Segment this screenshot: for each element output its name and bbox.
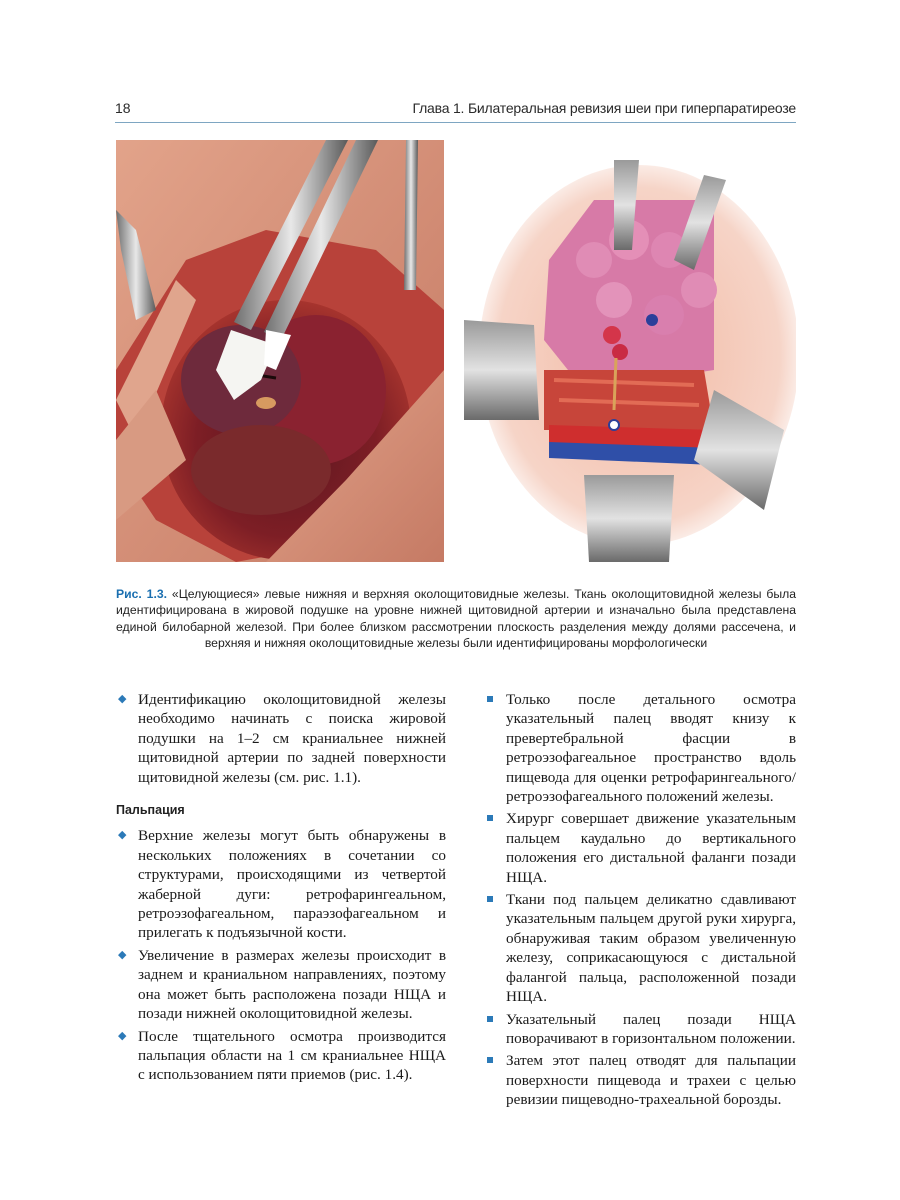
diamond-bullet-icon: ◆ bbox=[118, 829, 127, 842]
diamond-bullet-icon: ◆ bbox=[118, 1029, 127, 1042]
list-item: Указательный палец позади НЩА поворачивают в горизонтальном положении. bbox=[484, 1010, 796, 1049]
left-column bbox=[116, 690, 446, 1088]
square-bullet-icon bbox=[487, 696, 493, 702]
running-head: Глава 1. Билатеральная ревизия шеи при гиперпаратиреозе bbox=[412, 100, 796, 116]
list-item: Хирург совершает движение указательным пальцем каудально до вертикального положения его дистальной фаланги позади НЩА. bbox=[484, 809, 796, 887]
figure-caption-text: «Целующиеся» левые нижняя и верхняя околощитовидные железы. Ткань околощитовидной железы была идентифицирована в жировой подушке на уровне нижней щитовидной артерии и изначально была представлена единой билобарной железой. При более близком рассмотрении плоскость разделения между долями рассечена, и верхняя и нижняя околощитовидные железы были идентифицированы морфологически bbox=[116, 587, 797, 651]
diamond-bullet-icon: ◆ bbox=[118, 948, 127, 961]
figure-caption bbox=[116, 586, 796, 652]
square-bullet-icon bbox=[487, 896, 493, 902]
square-bullet-icon bbox=[487, 815, 493, 821]
right-column bbox=[484, 690, 796, 1113]
list-item: Только после детального осмотра указательный палец вводят книзу к превертебральной фасции в ретроэзофагеальное пространство вдоль пищевода для оценки ретрофарингеального/ретроэзофагеального положений железы. bbox=[484, 690, 796, 806]
list-item: ◆ После тщательного осмотра производится пальпация области на 1 см краниальнее НЩА с использованием пяти приемов (рис. 1.4). bbox=[118, 1027, 446, 1084]
square-bullet-icon bbox=[487, 1057, 493, 1063]
square-bullet-icon bbox=[487, 1016, 493, 1022]
section-heading: Пальпация bbox=[116, 803, 185, 818]
header-rule bbox=[115, 122, 796, 123]
list-item: ◆ Верхние железы могут быть обнаружены в нескольких положениях в сочетании со структурами, происходящими из четвертой жаберной дуги: ретрофарингеальном, ретроэзофагеальном, параэзофагеальном и прилегать к подъязычной кости. bbox=[118, 827, 446, 942]
list-item: Ткани под пальцем деликатно сдавливают указательным пальцем другой руки хирурга, обнаруживая таким образом увеличенную железу, соприкасающуюся с дистальной фалангой пальца, расположенной позади НЩА. bbox=[484, 890, 796, 1006]
list-item: Затем этот палец отводят для пальпации поверхности пищевода и трахеи с целью ревизии пищеводно-трахеальной борозды. bbox=[484, 1051, 796, 1109]
page-number: 18 bbox=[115, 100, 131, 116]
figure-label: Рис. 1.3. bbox=[116, 587, 168, 601]
list-item: ◆ Идентификацию околощитовидной железы необходимо начинать с поиска жировой подушки на 1–2 см краниальнее нижней щитовидной артерии по задней поверхности щитовидной железы (см. рис. 1.1). bbox=[118, 691, 446, 786]
list-item: ◆ Увеличение в размерах железы происходит в заднем и краниальном направлениях, поэтому она может быть расположена позади НЩА и позади нижней околощитовидной железы. bbox=[118, 946, 446, 1023]
surgical-photo bbox=[116, 140, 444, 562]
anatomical-illustration bbox=[464, 140, 796, 562]
page-header bbox=[115, 100, 796, 122]
diamond-bullet-icon: ◆ bbox=[118, 693, 127, 705]
